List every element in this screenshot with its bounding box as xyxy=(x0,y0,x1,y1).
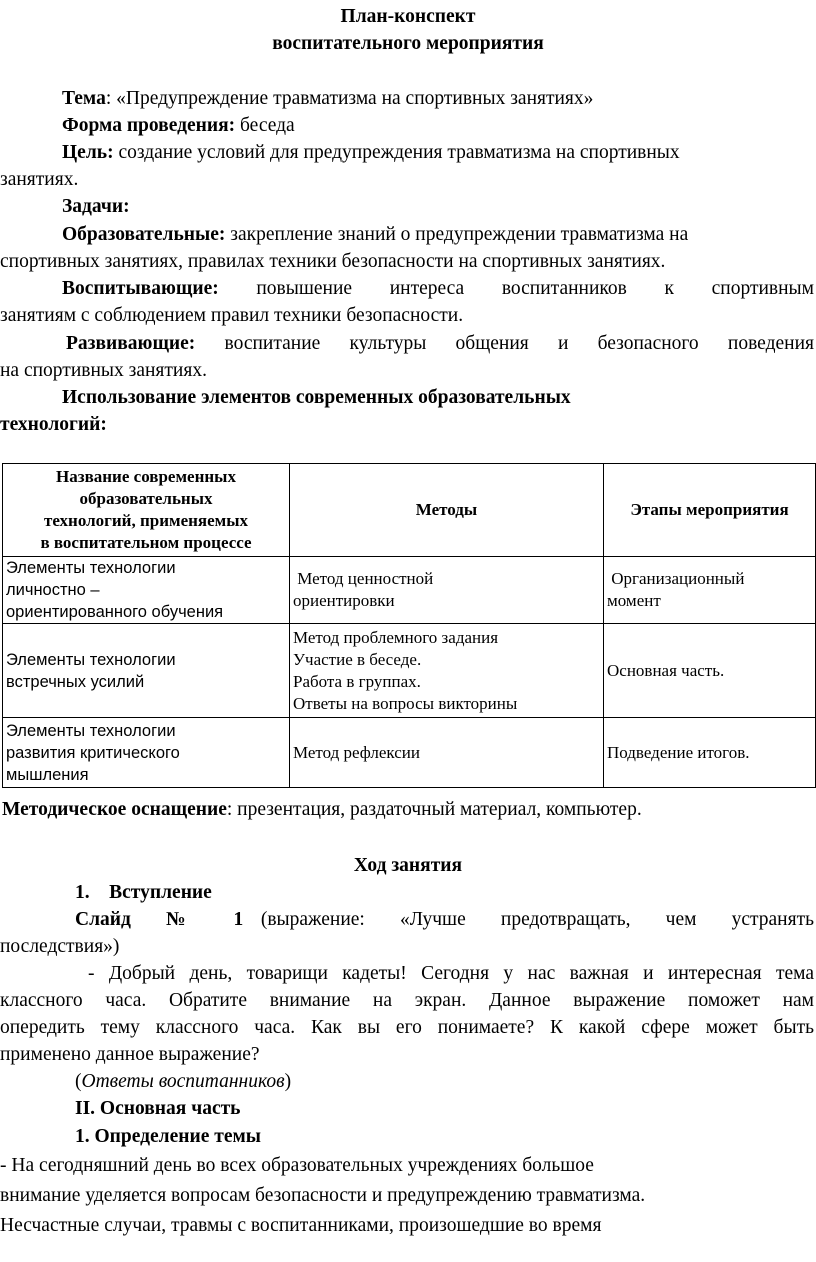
technology-line: личностно – xyxy=(6,581,100,599)
equipment-label: Методическое оснащение xyxy=(2,799,227,820)
technology-line: встречных усилий xyxy=(6,672,145,691)
technology-line: Элементы технологии xyxy=(6,650,176,669)
slide-line xyxy=(75,907,814,933)
answers-text: Ответы воспитанников xyxy=(81,1071,285,1092)
greeting-line1: - Добрый день, товарищи кадеты! Сегодня у нас важная и интересная тема xyxy=(88,963,814,984)
greeting-line3: опередить тему классного часа. Как вы его понимаете? К какой сфере может быть xyxy=(0,1017,814,1038)
method-line: Метод ценностной xyxy=(293,569,434,588)
row-technology xyxy=(3,557,290,624)
stage-line: момент xyxy=(607,591,661,610)
header-technology-line: Название современных xyxy=(56,467,236,486)
equipment-line xyxy=(2,797,642,823)
section-introduction: 1. Вступление xyxy=(75,882,212,903)
header-technology-line: в воспитательном процессе xyxy=(40,533,252,552)
goal-line xyxy=(62,140,680,166)
topic-text: : «Предупреждение травматизма на спортивных занятиях» xyxy=(105,88,594,109)
tasks-label: Задачи: xyxy=(62,196,130,217)
goal-text: создание условий для предупреждения травматизма на спортивных xyxy=(113,142,680,163)
stage-line: Основная часть. xyxy=(607,660,725,680)
upbr-line xyxy=(62,276,814,302)
slide-text-cont: последствия») xyxy=(0,936,120,957)
upbr-label: Воспитывающие: xyxy=(62,278,219,299)
goal-text-cont: занятиях. xyxy=(0,169,79,190)
header-stages: Этапы мероприятия xyxy=(604,464,816,557)
slide-label: Слайд № 1 xyxy=(75,909,244,930)
form-text: беседа xyxy=(235,115,295,136)
edu-text-cont: спортивных занятиях, правилах техники безопасности на спортивных занятиях. xyxy=(0,251,666,272)
tech-heading-line1: Использование элементов современных образовательных xyxy=(62,387,571,408)
equipment-text: : презентация, раздаточный материал, компьютер. xyxy=(226,799,642,820)
greeting-line4: применено данное выражение? xyxy=(0,1044,260,1065)
edu-label: Образовательные: xyxy=(62,224,226,245)
document-title-line1: План-конспект xyxy=(340,6,476,27)
row-stage xyxy=(604,557,816,624)
dev-line xyxy=(66,331,814,357)
dev-text-cont: на спортивных занятиях. xyxy=(0,360,207,381)
paragraph-line3: Несчастные случаи, травмы с воспитанниками, произошедшие во время xyxy=(0,1215,602,1236)
technology-line: мышления xyxy=(6,765,89,784)
method-line: Метод проблемного задания xyxy=(293,627,499,647)
student-answers xyxy=(75,1069,291,1095)
document-title-line2: воспитательного мероприятия xyxy=(272,33,544,54)
answers-paren-open: ( xyxy=(75,1071,82,1092)
row-methods xyxy=(290,624,604,718)
answers-paren-close: ) xyxy=(284,1071,292,1092)
row-technology xyxy=(3,718,290,788)
header-methods: Методы xyxy=(290,464,604,557)
table-row xyxy=(3,557,816,624)
technology-line: развития критического xyxy=(6,743,180,762)
edu-text: закрепление знаний о предупреждении травматизма на xyxy=(225,224,689,245)
header-technology-line: образовательных xyxy=(79,489,213,508)
topic-line xyxy=(62,86,593,112)
method-line: Метод рефлексии xyxy=(293,742,421,762)
section-main-part: II. Основная часть xyxy=(75,1098,241,1119)
slide-text: (выражение: «Лучше предотвращать, чем устранять xyxy=(243,909,814,930)
table-row xyxy=(3,624,816,718)
topic-label: Тема xyxy=(62,88,106,109)
header-technology-line: технологий, применяемых xyxy=(43,511,249,530)
technologies-table xyxy=(2,463,816,788)
technology-line: Элементы технологии xyxy=(6,721,176,740)
form-label: Форма проведения: xyxy=(62,115,236,136)
upbr-text: повышение интереса воспитанников к спортивным xyxy=(218,278,814,299)
row-stage xyxy=(604,624,816,718)
row-stage xyxy=(604,718,816,788)
goal-label: Цель: xyxy=(62,142,114,163)
greeting-line2: классного часа. Обратите внимание на экран. Данное выражение поможет нам xyxy=(0,990,814,1011)
subsection-topic: 1. Определение темы xyxy=(75,1126,262,1147)
stage-line: Организационный xyxy=(607,569,745,588)
row-methods xyxy=(290,718,604,788)
header-technology xyxy=(3,464,290,557)
method-line: Участие в беседе. xyxy=(293,649,422,669)
technology-line: Элементы технологии xyxy=(6,559,176,577)
row-methods xyxy=(290,557,604,624)
edu-line xyxy=(62,222,688,248)
dev-label: Развивающие: xyxy=(66,333,196,354)
form-line xyxy=(62,113,295,139)
method-line: ориентировки xyxy=(293,591,395,610)
technology-line: ориентированного обучения xyxy=(6,603,224,621)
paragraph-line2: внимание уделяется вопросам безопасности и предупреждению травматизма. xyxy=(0,1185,646,1206)
method-line: Работа в группах. xyxy=(293,671,421,691)
tech-heading-line2: технологий: xyxy=(0,414,107,435)
stage-line: Подведение итогов. xyxy=(607,742,750,762)
table-row xyxy=(3,718,816,788)
row-technology xyxy=(3,624,290,718)
dev-text: воспитание культуры общения и безопасного поведения xyxy=(195,333,814,354)
upbr-text-cont: занятиям с соблюдением правил техники безопасности. xyxy=(0,305,464,326)
lesson-heading: Ход занятия xyxy=(353,855,463,876)
table-header-row xyxy=(3,464,816,557)
method-line: Ответы на вопросы викторины xyxy=(293,693,518,713)
paragraph-line1: - На сегодняшний день во всех образовательных учреждениях большое xyxy=(0,1155,594,1176)
